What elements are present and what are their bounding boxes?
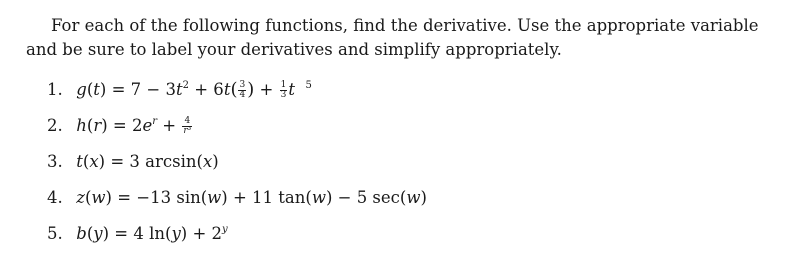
problem-5-equation: b(y) = 4 $\ln(y) + 2^y$ bbox=[76, 224, 228, 243]
problem-number: 5. bbox=[47, 224, 63, 243]
problem-number: 4. bbox=[47, 188, 63, 207]
fraction: $\frac{1}{3}$ bbox=[280, 80, 287, 100]
fraction: $\frac{3}{4}$ bbox=[239, 80, 246, 100]
problem-1 bbox=[47, 78, 427, 114]
function-name: g bbox=[76, 80, 87, 99]
instructions-paragraph: For each of the following functions, find the derivative. Use the appropriate variable and be sure to label your derivatives and simplify appropriately. bbox=[26, 16, 759, 59]
fraction: $\frac{4}{\text{r³}}$ bbox=[183, 116, 192, 136]
function-name: b bbox=[76, 224, 87, 243]
problem-number: 1. bbox=[47, 80, 63, 99]
problem-3 bbox=[47, 150, 427, 186]
problem-number: 2. bbox=[47, 116, 63, 135]
problem-5 bbox=[47, 222, 427, 258]
function-name: h bbox=[76, 116, 87, 135]
function-name: z bbox=[76, 188, 85, 207]
problem-list bbox=[47, 78, 427, 258]
problem-3-equation: t(x) = 3 arcsin(x) bbox=[76, 152, 219, 171]
problem-4-equation: z(w) = −13 sin(w) + 11 tan(w) − 5 sec(w) bbox=[76, 188, 427, 207]
problem-1-equation: $g(t) = 7 - 3t^2 + 6t$( $\frac{3}{4}$ ) + $\frac{1}{3}$ t $^5$ bbox=[76, 79, 312, 100]
problem-2 bbox=[47, 114, 427, 150]
problem-number: 3. bbox=[47, 152, 63, 171]
problem-2-equation: $h(r) = 2e^r$ + $\frac{4}{\text{r³}}$ bbox=[76, 116, 192, 136]
problem-4 bbox=[47, 186, 427, 222]
function-name: t bbox=[76, 152, 83, 171]
